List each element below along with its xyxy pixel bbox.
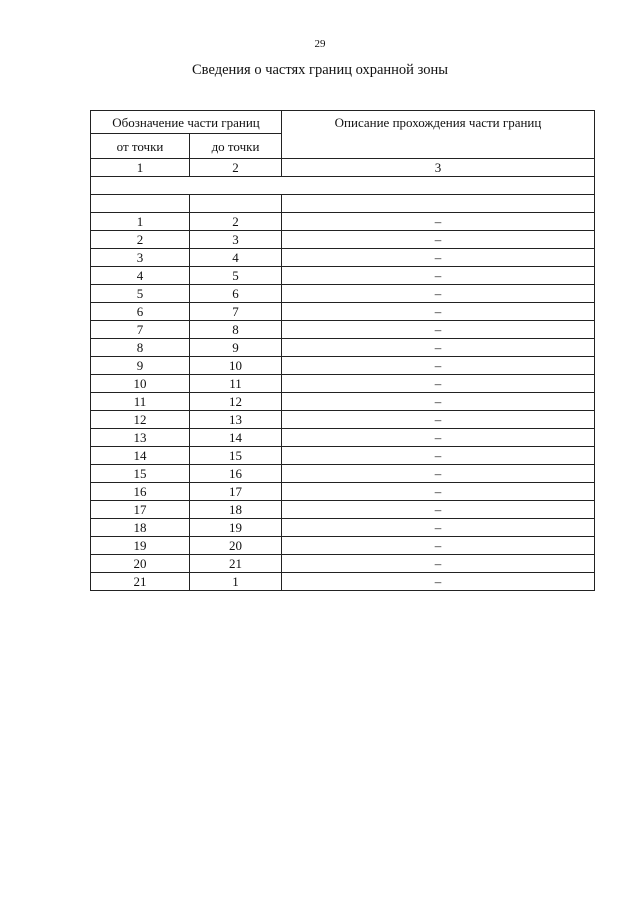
empty-section-row [91,177,595,195]
table-row [91,411,595,429]
cell-from: 15 [91,465,190,483]
cell-desc: – [282,429,595,447]
table-row [91,429,595,447]
cell-desc: – [282,213,595,231]
table-row [91,231,595,249]
table-row [91,447,595,465]
table-row [91,339,595,357]
cell-to: 18 [190,501,282,519]
cell-to: 1 [190,573,282,591]
cell-from: 14 [91,447,190,465]
table-row [91,483,595,501]
cell-to: 9 [190,339,282,357]
page-number: 29 [314,38,326,50]
cell-desc: – [282,411,595,429]
header-from-point: от точки [91,134,190,159]
cell-from: 19 [91,537,190,555]
table-row [91,501,595,519]
cell-to: 12 [190,393,282,411]
cell-from: 16 [91,483,190,501]
cell-to: 19 [190,519,282,537]
table-row [91,375,595,393]
cell-to: 3 [190,231,282,249]
cell-from: 20 [91,555,190,573]
column-number-2: 2 [190,159,282,177]
header-boundary-designation: Обозначение части границ [91,111,282,134]
table-body [91,213,595,591]
cell-desc: – [282,303,595,321]
table-row [91,357,595,375]
cell-from: 10 [91,375,190,393]
cell-from: 6 [91,303,190,321]
gap-cell [91,195,190,213]
cell-from: 11 [91,393,190,411]
cell-to: 10 [190,357,282,375]
cell-from: 2 [91,231,190,249]
cell-to: 11 [190,375,282,393]
cell-from: 9 [91,357,190,375]
cell-from: 1 [91,213,190,231]
cell-desc: – [282,501,595,519]
cell-desc: – [282,375,595,393]
cell-from: 12 [91,411,190,429]
gap-cell [190,195,282,213]
cell-to: 8 [190,321,282,339]
cell-from: 7 [91,321,190,339]
cell-desc: – [282,465,595,483]
cell-to: 20 [190,537,282,555]
boundary-parts-table [90,110,595,591]
cell-desc: – [282,267,595,285]
table-row [91,321,595,339]
page-title: Сведения о частях границ охранной зоны [192,62,448,78]
cell-to: 14 [190,429,282,447]
cell-to: 15 [190,447,282,465]
cell-desc: – [282,339,595,357]
table-row [91,537,595,555]
cell-desc: – [282,573,595,591]
cell-desc: – [282,447,595,465]
cell-from: 8 [91,339,190,357]
table-row [91,393,595,411]
cell-to: 4 [190,249,282,267]
cell-from: 4 [91,267,190,285]
cell-to: 2 [190,213,282,231]
cell-desc: – [282,357,595,375]
table-row [91,213,595,231]
cell-desc: – [282,537,595,555]
cell-from: 18 [91,519,190,537]
cell-desc: – [282,321,595,339]
column-number-1: 1 [91,159,190,177]
cell-desc: – [282,249,595,267]
cell-from: 17 [91,501,190,519]
cell-to: 6 [190,285,282,303]
cell-to: 16 [190,465,282,483]
table-row [91,285,595,303]
cell-to: 5 [190,267,282,285]
column-number-3: 3 [282,159,595,177]
cell-to: 13 [190,411,282,429]
header-boundary-description: Описание прохождения части границ [282,111,595,159]
cell-to: 21 [190,555,282,573]
cell-desc: – [282,285,595,303]
cell-from: 21 [91,573,190,591]
cell-to: 17 [190,483,282,501]
cell-desc: – [282,483,595,501]
cell-desc: – [282,519,595,537]
cell-from: 5 [91,285,190,303]
table-row [91,573,595,591]
table-row [91,555,595,573]
table-row [91,465,595,483]
table-row [91,519,595,537]
header-to-point: до точки [190,134,282,159]
cell-to: 7 [190,303,282,321]
cell-from: 3 [91,249,190,267]
cell-desc: – [282,555,595,573]
table-row [91,267,595,285]
cell-desc: – [282,231,595,249]
cell-from: 13 [91,429,190,447]
cell-desc: – [282,393,595,411]
gap-cell [282,195,595,213]
table-row [91,303,595,321]
table-row [91,249,595,267]
